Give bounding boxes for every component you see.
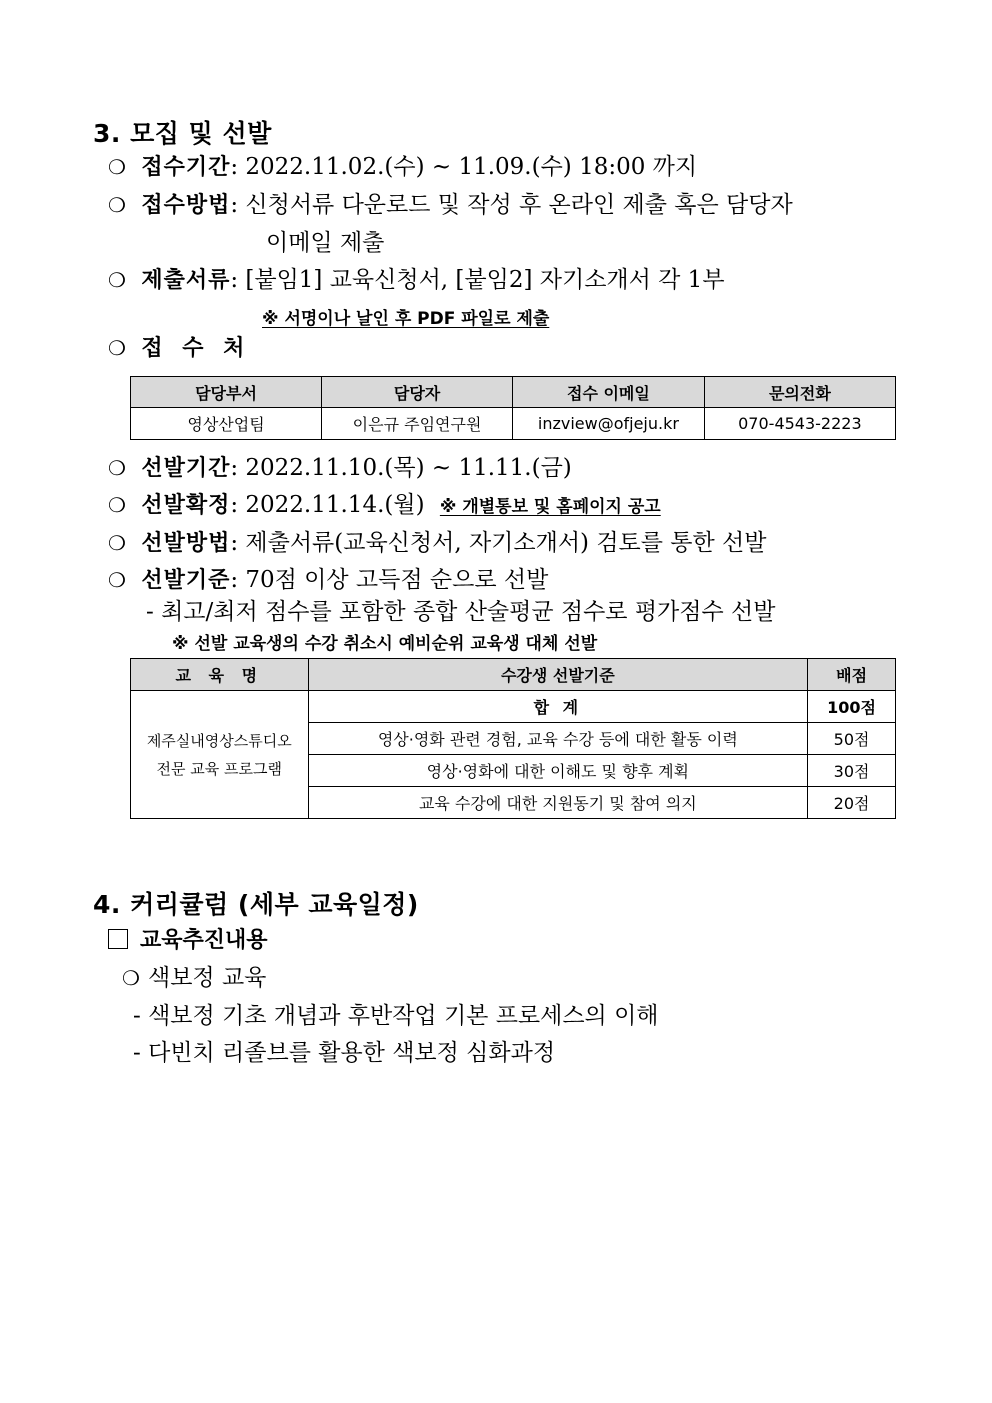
box-item-label: 교육추진내용 xyxy=(140,927,268,953)
circle-bullet-icon: ❍ xyxy=(108,268,126,292)
item-text: : 제출서류(교육신청서, 자기소개서) 검토를 통한 선발 xyxy=(230,530,767,556)
circle-bullet-icon: ❍ xyxy=(108,155,126,179)
item-text: : 2022.11.02.(수) ~ 11.09.(수) 18:00 까지 xyxy=(230,154,698,180)
section-3-title: 3. 모집 및 선발 xyxy=(93,119,272,148)
circle-item xyxy=(122,963,266,993)
item-label: 선발확정 xyxy=(141,493,231,518)
checkbox-square-icon xyxy=(108,929,128,949)
documents-note: ※ 서명이나 날인 후 PDF 파일로 제출 xyxy=(262,309,550,329)
item-text: : [붙임1] 교육신청서, [붙임2] 자기소개서 각 1부 xyxy=(230,267,725,293)
circle-bullet-icon: ❍ xyxy=(108,193,126,217)
item-label: 접 수 처 xyxy=(141,336,251,361)
cell-criterion: 교육 수강에 대한 지원동기 및 참여 의지 xyxy=(308,787,808,819)
cell-person: 이은규 주임연구원 xyxy=(322,408,513,440)
header-score: 배점 xyxy=(808,659,896,691)
item-receipt-period xyxy=(108,152,697,183)
header-email: 접수 이메일 xyxy=(513,377,705,408)
criteria-table xyxy=(130,658,896,819)
cell-criterion: 영상·영화 관련 경험, 교육 수강 등에 대한 활동 이력 xyxy=(308,723,808,755)
program-line-2: 전문 교육 프로그램 xyxy=(156,759,282,778)
criteria-sub-note: ※ 선발 교육생의 수강 취소시 예비순위 교육생 대체 선발 xyxy=(172,634,598,654)
item-selection-confirm xyxy=(108,490,661,522)
item-label: 제출서류 xyxy=(141,268,231,293)
cell-department: 영상산업팀 xyxy=(131,408,322,440)
cell-total-label: 합 계 xyxy=(308,691,808,723)
circle-bullet-icon: ❍ xyxy=(108,568,126,592)
item-selection-criteria xyxy=(108,565,548,596)
contact-table xyxy=(130,376,896,440)
circle-bullet-icon: ❍ xyxy=(122,966,140,990)
circle-bullet-icon: ❍ xyxy=(108,456,126,480)
item-receipt-method xyxy=(108,190,793,221)
item-text: : 2022.11.10.(목) ~ 11.11.(금) xyxy=(230,455,572,481)
cell-program xyxy=(131,691,309,819)
cell-score: 30점 xyxy=(808,755,896,787)
program-line-1: 제주실내영상스튜디오 xyxy=(146,731,292,750)
item-receipt-office xyxy=(108,333,250,364)
item-documents xyxy=(108,265,725,296)
cell-score: 50점 xyxy=(808,723,896,755)
circle-bullet-icon: ❍ xyxy=(108,531,126,555)
item-label: 선발기준 xyxy=(141,568,231,593)
circle-bullet-icon: ❍ xyxy=(108,493,126,517)
header-person: 담당자 xyxy=(322,377,513,408)
item-text: : 2022.11.14.(월) xyxy=(230,492,425,518)
item-receipt-method-continued: 이메일 제출 xyxy=(266,230,385,256)
item-selection-method xyxy=(108,528,766,559)
item-selection-period xyxy=(108,453,572,484)
header-program: 교 육 명 xyxy=(131,659,309,691)
cell-score: 20점 xyxy=(808,787,896,819)
circle-item-label: 색보정 교육 xyxy=(148,965,267,991)
header-phone: 문의전화 xyxy=(704,377,895,408)
item-label: 접수방법 xyxy=(141,193,231,218)
header-department: 담당부서 xyxy=(131,377,322,408)
bullet-line-2: - 다빈치 리졸브를 활용한 색보정 심화과정 xyxy=(133,1040,556,1066)
circle-bullet-icon: ❍ xyxy=(108,336,126,360)
item-label: 접수기간 xyxy=(141,155,231,180)
bullet-line-1: - 색보정 기초 개념과 후반작업 기본 프로세스의 이해 xyxy=(133,1003,659,1029)
item-text: : 신청서류 다운로드 및 작성 후 온라인 제출 혹은 담당자 xyxy=(230,192,793,218)
criteria-sub-line: - 최고/최저 점수를 포함한 종합 산술평균 점수로 평가점수 선발 xyxy=(146,599,776,625)
cell-criterion: 영상·영화에 대한 이해도 및 향후 계획 xyxy=(308,755,808,787)
cell-phone: 070-4543-2223 xyxy=(704,408,895,440)
section-4-title: 4. 커리큘럼 (세부 교육일정) xyxy=(93,890,419,919)
cell-email: inzview@ofjeju.kr xyxy=(513,408,705,440)
box-item xyxy=(108,925,268,955)
item-text: : 70점 이상 고득점 순으로 선발 xyxy=(230,567,549,593)
item-label: 선발기간 xyxy=(141,456,231,481)
cell-total-score: 100점 xyxy=(808,691,896,723)
item-label: 선발방법 xyxy=(141,531,231,556)
header-criteria: 수강생 선발기준 xyxy=(308,659,808,691)
selection-confirm-note: ※ 개별통보 및 홈페이지 공고 xyxy=(439,497,661,517)
